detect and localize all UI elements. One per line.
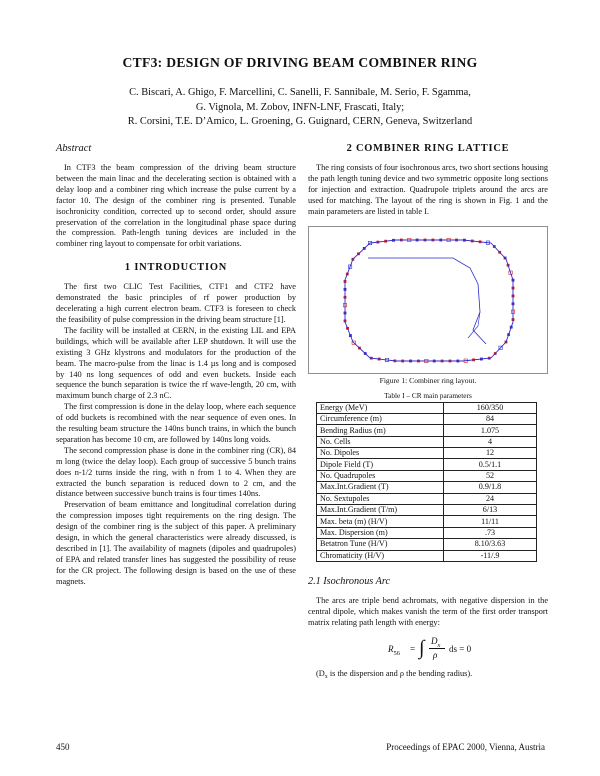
parameter-name: No. Cells xyxy=(317,436,444,447)
parameter-value: 6/13 xyxy=(444,505,537,516)
parameter-name: Circumference (m) xyxy=(317,413,444,424)
table-caption: Table I – CR main parameters xyxy=(384,390,472,400)
parameter-name: No. Dipoles xyxy=(317,448,444,459)
table-row xyxy=(317,527,537,538)
author-line-1: C. Biscari, A. Ghigo, F. Marcellini, C. Sanelli, F. Sannibale, M. Serio, F. Sgamma, xyxy=(129,87,471,98)
parameter-name: No. Quadrupoles xyxy=(317,470,444,481)
author-line-3: R. Corsini, T.E. D’Amico, L. Groening, G. Guignard, CERN, Geneva, Switzerland xyxy=(127,116,473,127)
lattice-paragraph: The ring consists of four isochronous arcs, two short sections housing the path length tuning device and two symmetric opposite long sections for injection and extraction. Quadrupole triplets around the arcs are used for matching. The layout of the ring is shown in Fig. 1 and the main parameters are listed in table I. xyxy=(308,163,548,216)
figure-caption: Figure 1: Combiner ring layout. xyxy=(379,375,477,385)
table-row xyxy=(317,402,537,413)
intro-paragraph-2: The facility will be installed at CERN, in the existing LIL and EPA buildings, which will be available after LEP shutdown. It will use the existing 3 GHz klystrons and modulators for the production of the beam. The macro-pulse from the linac is 1.4 µs long and is composed by 140 ns long sequences of odd and even buckets. Inside each sequence the bunch separation is twice the rf wave-length, 20 cm, with maximum bunch charge of 2.3 nC. xyxy=(56,325,296,401)
parameter-value: 24 xyxy=(444,493,537,504)
lattice-heading: 2 COMBINER RING LATTICE xyxy=(346,143,510,154)
parameter-value: -11/.9 xyxy=(444,550,537,561)
parameter-name: Max.Int.Gradient (T) xyxy=(317,482,444,493)
isochronous-arc-heading: 2.1 Isochronous Arc xyxy=(308,576,390,587)
parameter-name: Bending Radius (m) xyxy=(317,425,444,436)
table-row xyxy=(317,516,537,527)
parameter-name: Max. Dispersion (m) xyxy=(317,527,444,538)
formula-equals: = xyxy=(410,643,416,654)
table-row xyxy=(317,482,537,493)
ring-layout-diagram xyxy=(308,226,548,374)
left-column xyxy=(56,143,296,588)
table-row xyxy=(317,539,537,550)
formula-lhs: $R_{56}$ xyxy=(388,643,400,657)
combiner-ring-figure xyxy=(308,226,548,374)
page-number: 450 xyxy=(56,742,70,752)
table-row xyxy=(317,425,537,436)
table-row xyxy=(317,470,537,481)
formula-note: ($D_x$ is the dispersion and ρ the bending radius). xyxy=(316,668,473,681)
parameter-name: Betatron Tune (H/V) xyxy=(317,539,444,550)
intro-paragraph-3: The first compression is done in the delay loop, where each sequence of odd buckets is recombined with the near sequence of even ones. In the resulting beam structure the 140ns bunch trains, in which the bunch separation has become 10 cm, are followed by 140ns long voids. xyxy=(56,402,296,444)
intro-paragraph-4: The second compression phase is done in the combiner ring (CR), 84 m long (twice the delay loop). Each group of successive 5 bunch trains does n-1/2 turns inside the ring, with n from 1 to 4. When they are extracted the bunch separation is reduced down to 2 cm, and the distance between successive bunch trains is four times 140ns. xyxy=(56,445,296,499)
fraction-bar xyxy=(429,648,445,649)
parameter-name: Max. beta (m) (H/V) xyxy=(317,516,444,527)
parameter-value: .73 xyxy=(444,527,537,538)
table-row xyxy=(317,550,537,561)
parameters-table xyxy=(316,402,537,562)
abstract-text: In CTF3 the beam compression of the driving beam structure between the main linac and the decelerating section is obtained with a delay loop and a combiner ring which increase the pulse current by a factor 10. The design of the combiner ring is presented. Tunable isochronicity condition, corrected up to second order, should assure preservation of the correlation in the longitudinal phase space during the compression. Path-length tuning devices are included in the combiner ring layout to compensate for orbit variations. xyxy=(56,163,296,249)
table-row xyxy=(317,505,537,516)
table-row xyxy=(317,436,537,447)
parameter-name: Max.Int.Gradient (T/m) xyxy=(317,505,444,516)
table-row xyxy=(317,448,537,459)
parameter-value: 160/350 xyxy=(444,402,537,413)
isochronous-paragraph: The arcs are triple bend achromats, with negative dispersion in the central dipole, which makes vanish the term of the first order transport matrix relating path length with energy: xyxy=(308,596,548,627)
parameter-value: 84 xyxy=(444,413,537,424)
intro-paragraph-5: Preservation of beam emittance and longitudinal correlation during the compression imposes tight requirements on the ring design. The design of the combiner ring is the subject of this paper. A preliminary design, in which the general characteristics were already discussed, is described in [1]. The availability of magnets (dipoles and quadrupoles) of EPA and related transfer lines has suggested the possibility of reuse for the CR project. The following design is based on the use of these magnets. xyxy=(56,500,296,586)
table-row xyxy=(317,459,537,470)
parameter-value: 1.075 xyxy=(444,425,537,436)
author-line-2: G. Vignola, M. Zobov, INFN-LNF, Frascati, Italy; xyxy=(195,101,405,113)
parameter-name: Dipole Field (T) xyxy=(317,459,444,470)
parameter-value: 0.5/1.1 xyxy=(444,459,537,470)
right-column xyxy=(308,143,548,683)
author-list xyxy=(40,86,560,130)
parameter-value: 4 xyxy=(444,436,537,447)
formula-integral: ∫ xyxy=(419,636,425,659)
table-row xyxy=(317,493,537,504)
introduction-heading: 1 INTRODUCTION xyxy=(124,262,228,274)
parameter-value: 0.9/1.8 xyxy=(444,482,537,493)
parameter-value: 8.10/3.63 xyxy=(444,539,537,550)
abstract-heading: Abstract xyxy=(56,143,92,154)
table-row xyxy=(317,413,537,424)
formula-numerator: $D_x$ xyxy=(431,635,441,649)
parameter-name: Chromaticity (H/V) xyxy=(317,550,444,561)
parameter-value: 52 xyxy=(444,470,537,481)
parameter-value: 11/11 xyxy=(444,516,537,527)
parameter-name: No. Sextupoles xyxy=(317,493,444,504)
r56-formula xyxy=(308,634,548,666)
intro-paragraph-1: The first two CLIC Test Facilities, CTF1 and CTF2 have demonstrated the basic principles of rf power production by decelerating a high current electron beam. CTF3 is foreseen to check the feasibility of pulse compression in the driving beam structure [1]. xyxy=(56,282,296,324)
formula-denominator: ρ xyxy=(433,649,438,660)
proceedings-label: Proceedings of EPAC 2000, Vienna, Austria xyxy=(386,742,545,752)
parameter-value: 12 xyxy=(444,448,537,459)
paper-title: CTF3: DESIGN OF DRIVING BEAM COMBINER RING xyxy=(122,55,478,70)
parameter-name: Energy (MeV) xyxy=(317,402,444,413)
formula-rhs: ds = 0 xyxy=(449,643,472,654)
